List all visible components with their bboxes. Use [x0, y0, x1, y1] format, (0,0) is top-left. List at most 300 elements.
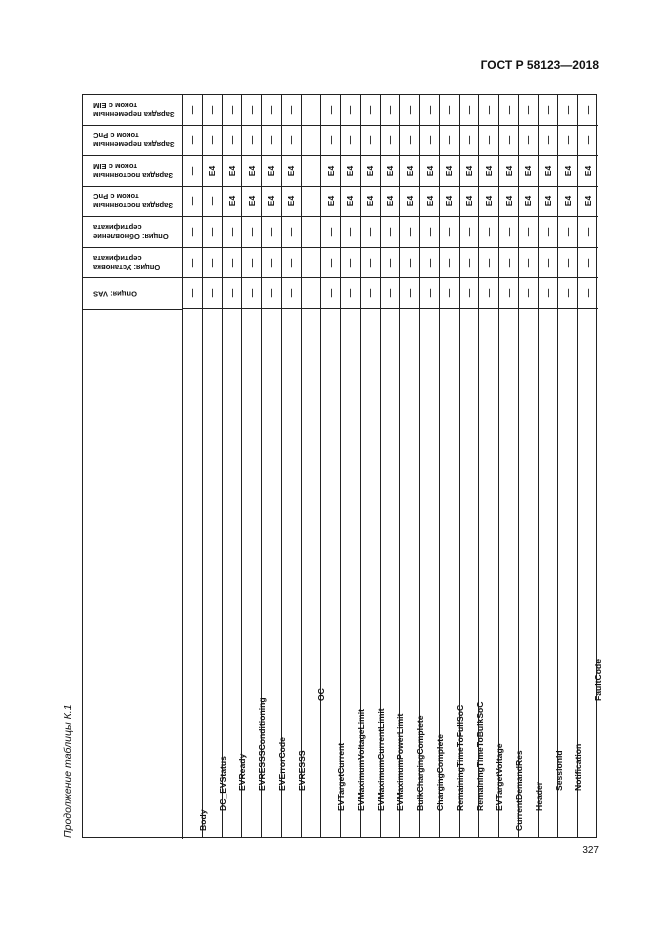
table-row — [479, 95, 505, 837]
cell-value: — — [325, 105, 336, 115]
table-cell — [242, 95, 261, 126]
table-cell — [578, 217, 598, 248]
cell-value: — — [345, 105, 356, 115]
table-cell — [400, 126, 419, 157]
cell-value: — — [365, 288, 376, 298]
cell-value: — — [404, 227, 415, 237]
row-label: ChargingComplete — [435, 734, 446, 811]
cell-value: E4 — [444, 196, 455, 207]
row-label: EVTargetVoltage — [494, 743, 505, 811]
table-cell — [420, 126, 439, 157]
table-cell — [479, 187, 498, 218]
cell-value: — — [424, 258, 435, 267]
table-cell — [223, 187, 242, 218]
column-title-text: Зарядка постоянным током с EIM — [93, 161, 174, 180]
table-row — [460, 95, 485, 837]
table-cell — [460, 217, 479, 248]
table-row — [242, 95, 268, 837]
cell-value: E4 — [543, 165, 554, 177]
table-row — [381, 95, 406, 837]
cell-value: — — [187, 105, 198, 115]
cell-value: — — [286, 105, 297, 115]
table-cell — [420, 278, 439, 309]
table-cell — [539, 248, 558, 279]
column-title-text: Опция: Установка сертификата — [93, 253, 161, 272]
table-cell — [460, 126, 479, 157]
table-cell — [321, 278, 340, 309]
table-cell — [519, 187, 538, 218]
table-cell — [420, 217, 439, 248]
row-label: Header — [533, 781, 544, 811]
table-row — [302, 95, 327, 837]
cell-value: — — [543, 258, 554, 267]
cell-value: E4 — [523, 165, 534, 177]
table-cell — [578, 95, 598, 126]
table-row — [400, 95, 426, 837]
table-cell — [499, 95, 518, 126]
table-cell — [282, 126, 301, 157]
cell-value: — — [207, 227, 218, 237]
cell-value: E4 — [583, 165, 594, 177]
cell-value: — — [325, 227, 336, 237]
table-cell — [302, 217, 321, 248]
table-cell — [558, 187, 577, 218]
cell-value: — — [207, 258, 218, 267]
spec-table — [82, 94, 604, 838]
table-cell — [302, 187, 321, 218]
table-cell — [519, 95, 538, 126]
table-cell — [203, 278, 222, 309]
table-cell — [341, 126, 360, 157]
row-label: EVTargetCurrent — [336, 742, 347, 811]
cell-value: — — [266, 258, 277, 267]
cell-value: — — [562, 258, 573, 267]
cell-value: — — [384, 136, 395, 145]
table-row — [558, 95, 584, 837]
cell-value: — — [503, 288, 514, 298]
cell-value: — — [187, 227, 198, 237]
row-label: EVRESSSConditioning — [257, 697, 268, 791]
cell-value: — — [562, 105, 573, 115]
table-cell — [203, 126, 222, 157]
cell-value: — — [226, 288, 237, 298]
cell-value: — — [365, 227, 376, 237]
table-cell — [440, 217, 459, 248]
table-cell — [341, 156, 360, 187]
table-cell — [539, 126, 558, 157]
table-row — [361, 95, 386, 837]
table-cell — [203, 156, 222, 187]
table-cell — [400, 248, 419, 279]
column-title — [83, 217, 183, 248]
cell-value: E4 — [226, 165, 237, 177]
column-title-text: Опция: Обновление сертификата — [93, 223, 169, 242]
cell-value: — — [365, 105, 376, 115]
cell-value: E4 — [483, 196, 494, 207]
cell-value: — — [384, 288, 395, 298]
table-cell — [223, 217, 242, 248]
table-cell — [381, 95, 400, 126]
cell-value: — — [345, 258, 356, 267]
table-cell — [558, 126, 577, 157]
cell-value: — — [523, 288, 534, 298]
table-row — [440, 95, 465, 837]
cell-value: — — [444, 288, 455, 298]
row-label-header — [83, 309, 183, 839]
table-cell — [302, 248, 321, 279]
cell-value: — — [207, 105, 218, 115]
cell-value: — — [483, 105, 494, 115]
cell-value: — — [226, 258, 237, 267]
cell-value: — — [464, 288, 475, 298]
cell-value: E4 — [503, 165, 514, 177]
table-cell — [440, 156, 459, 187]
table-cell — [223, 156, 242, 187]
row-label: EVReady — [237, 753, 248, 791]
cell-value: — — [543, 136, 554, 145]
cell-value: E4 — [404, 196, 415, 207]
table-cell — [341, 217, 360, 248]
cell-value: — — [266, 227, 277, 237]
cell-value: E4 — [583, 196, 594, 207]
cell-value: E4 — [226, 196, 237, 207]
table-cell — [203, 187, 222, 218]
table-cell — [539, 217, 558, 248]
row-label: Notification — [573, 743, 584, 791]
cell-value: — — [187, 166, 198, 176]
table-cell — [499, 187, 518, 218]
table-cell — [341, 95, 360, 126]
table-cell — [479, 217, 498, 248]
table-cell — [479, 156, 498, 187]
column-title — [83, 95, 183, 126]
table-cell — [558, 278, 577, 309]
cell-value: — — [562, 227, 573, 237]
table-cell — [539, 95, 558, 126]
table-cell — [321, 187, 340, 218]
table-cell — [381, 156, 400, 187]
table-cell — [262, 248, 281, 279]
cell-value: E4 — [207, 165, 218, 177]
table-cell — [539, 187, 558, 218]
table-row — [183, 95, 208, 837]
cell-value: — — [325, 258, 336, 267]
table-cell — [321, 217, 340, 248]
cell-value: — — [523, 258, 534, 267]
table-cell — [400, 187, 419, 218]
cell-value: E4 — [266, 165, 277, 177]
table-cell — [183, 187, 202, 218]
table-cell — [400, 278, 419, 309]
cell-value: E4 — [325, 196, 336, 207]
cell-value: E4 — [464, 165, 475, 177]
cell-value: E4 — [365, 165, 376, 177]
table-cell — [183, 278, 202, 309]
cell-value: — — [325, 136, 336, 145]
page-number: 327 — [582, 845, 599, 856]
cell-value: — — [246, 105, 257, 115]
cell-value: E4 — [562, 196, 573, 207]
table-cell — [558, 248, 577, 279]
cell-value: — — [266, 105, 277, 115]
table-cell — [361, 217, 380, 248]
table-cell — [479, 95, 498, 126]
table-cell — [262, 217, 281, 248]
table-cell — [440, 278, 459, 309]
table-cell — [499, 156, 518, 187]
cell-value: — — [404, 136, 415, 145]
table-cell — [282, 248, 301, 279]
table-cell — [381, 248, 400, 279]
cell-value: — — [286, 258, 297, 267]
table-cell — [302, 156, 321, 187]
cell-value: E4 — [562, 165, 573, 177]
cell-value: E4 — [345, 196, 356, 207]
table-cell — [539, 278, 558, 309]
cell-value: — — [543, 105, 554, 115]
row-label: EVMaximumCurrentLimit — [375, 708, 386, 811]
table-cell — [440, 95, 459, 126]
table-cell — [262, 187, 281, 218]
cell-value: E4 — [464, 196, 475, 207]
table-cell — [479, 278, 498, 309]
table-cell — [420, 248, 439, 279]
table-cell — [321, 95, 340, 126]
document-header: ГОСТ Р 58123—2018 — [480, 58, 599, 72]
table-cell — [400, 156, 419, 187]
cell-value: — — [266, 288, 277, 298]
table-cell — [282, 95, 301, 126]
row-label: EVErrorCode — [276, 737, 287, 791]
table-cell — [558, 95, 577, 126]
table-cell — [539, 156, 558, 187]
table-cell — [203, 95, 222, 126]
table-cell — [519, 278, 538, 309]
cell-value: — — [207, 288, 218, 298]
column-title — [83, 278, 183, 309]
cell-value: E4 — [345, 165, 356, 177]
row-label: OC — [316, 688, 327, 701]
row-label: EVMaximumPowerLimit — [395, 713, 406, 811]
cell-value: — — [464, 105, 475, 115]
cell-value: — — [345, 288, 356, 298]
row-label: RemainingTimeToFullSoC — [454, 704, 465, 811]
row-label: DC_EVStatus — [217, 756, 228, 811]
table-cell — [440, 126, 459, 157]
cell-value: — — [207, 136, 218, 145]
table-cell — [282, 278, 301, 309]
table-cell — [460, 95, 479, 126]
cell-value: — — [286, 136, 297, 145]
cell-value: — — [325, 288, 336, 298]
column-title-text: Опция: VAS — [93, 289, 137, 299]
cell-value: E4 — [483, 165, 494, 177]
table-cell — [460, 156, 479, 187]
cell-value: — — [365, 136, 376, 145]
table-cell — [183, 248, 202, 279]
cell-value: E4 — [286, 165, 297, 177]
column-titles — [83, 95, 183, 309]
cell-value: — — [404, 258, 415, 267]
table-cell — [183, 126, 202, 157]
cell-value: — — [523, 227, 534, 237]
table-row — [282, 95, 307, 837]
column-title — [83, 156, 183, 187]
table-cell — [223, 278, 242, 309]
cell-value: — — [266, 136, 277, 145]
table-cell — [361, 278, 380, 309]
cell-value: — — [503, 227, 514, 237]
cell-value: — — [246, 288, 257, 298]
table-cell — [400, 217, 419, 248]
table-cell — [341, 187, 360, 218]
table-row — [262, 95, 287, 837]
cell-value: — — [583, 136, 594, 145]
table-cell — [242, 126, 261, 157]
column-title — [83, 248, 183, 279]
table-cell — [479, 126, 498, 157]
cell-value: — — [207, 197, 218, 206]
table-cell — [262, 126, 281, 157]
table-row — [539, 95, 564, 837]
cell-value: — — [483, 136, 494, 145]
table-cell — [223, 126, 242, 157]
cell-value: — — [345, 227, 356, 237]
cell-value: E4 — [286, 196, 297, 207]
table-row — [223, 95, 248, 837]
column-title — [83, 187, 183, 218]
cell-value: E4 — [266, 196, 277, 207]
cell-value: E4 — [404, 165, 415, 177]
table-cell — [519, 217, 538, 248]
cell-value: — — [365, 258, 376, 267]
table-row — [341, 95, 366, 837]
cell-value: — — [384, 227, 395, 237]
table-cell — [223, 95, 242, 126]
table-cell — [361, 248, 380, 279]
cell-value: — — [562, 288, 573, 298]
table-cell — [460, 187, 479, 218]
table-cell — [558, 156, 577, 187]
column-title-text: Зарядка постоянным током с PnC — [93, 192, 174, 211]
cell-value: — — [384, 105, 395, 115]
table-cell — [361, 156, 380, 187]
table-cell — [321, 156, 340, 187]
cell-value: E4 — [424, 196, 435, 207]
cell-value: — — [286, 288, 297, 298]
table-row — [203, 95, 228, 837]
cell-value: — — [543, 227, 554, 237]
table-cell — [460, 248, 479, 279]
cell-value: E4 — [424, 165, 435, 177]
column-title — [83, 126, 183, 157]
cell-value: E4 — [444, 165, 455, 177]
table-cell — [361, 187, 380, 218]
row-label: EVMaximumVoltageLimit — [355, 708, 366, 811]
table-cell — [321, 126, 340, 157]
cell-value: — — [503, 105, 514, 115]
cell-value: — — [464, 227, 475, 237]
table-cell — [519, 248, 538, 279]
table-cell — [361, 126, 380, 157]
cell-value: E4 — [384, 165, 395, 177]
cell-value: E4 — [503, 196, 514, 207]
table-cell — [262, 95, 281, 126]
table-cell — [183, 217, 202, 248]
table-cell — [499, 248, 518, 279]
table-cell — [499, 126, 518, 157]
table-row — [578, 95, 604, 837]
table-cell — [302, 95, 321, 126]
table-cell — [183, 156, 202, 187]
cell-value: — — [583, 288, 594, 298]
table-cell — [203, 248, 222, 279]
table-cell — [381, 217, 400, 248]
table-cell — [578, 187, 598, 218]
table-cell — [242, 217, 261, 248]
table-cell — [223, 248, 242, 279]
cell-value: — — [187, 288, 198, 298]
cell-value: — — [187, 197, 198, 206]
table-cell — [578, 278, 598, 309]
cell-value: — — [384, 258, 395, 267]
cell-value: — — [404, 105, 415, 115]
cell-value: — — [246, 258, 257, 267]
table-cell — [578, 126, 598, 157]
cell-value: — — [444, 105, 455, 115]
cell-value: — — [543, 288, 554, 298]
cell-value: — — [464, 136, 475, 145]
row-label: BulkChargingComplete — [415, 715, 426, 811]
table-cell — [203, 217, 222, 248]
table-cell — [578, 248, 598, 279]
table-cell — [282, 187, 301, 218]
cell-value: — — [246, 136, 257, 145]
column-title-text: Зарядка переменным током с PnC — [93, 131, 175, 150]
cell-value: — — [483, 288, 494, 298]
cell-value: E4 — [384, 196, 395, 207]
table-cell — [558, 217, 577, 248]
table-cell — [519, 126, 538, 157]
row-label: EVRESSS — [296, 750, 307, 791]
table-cell — [321, 248, 340, 279]
cell-value: — — [187, 258, 198, 267]
row-label: Body — [197, 809, 208, 831]
table-cell — [183, 95, 202, 126]
table-cell — [479, 248, 498, 279]
table-cell — [499, 217, 518, 248]
cell-value: — — [483, 258, 494, 267]
cell-value: — — [503, 136, 514, 145]
table-row — [519, 95, 544, 837]
cell-value: E4 — [325, 165, 336, 177]
table-cell — [242, 278, 261, 309]
table-cell — [262, 156, 281, 187]
table-cell — [361, 95, 380, 126]
cell-value: — — [404, 288, 415, 298]
table-cell — [302, 126, 321, 157]
table-cell — [242, 156, 261, 187]
cell-value: — — [583, 258, 594, 267]
row-label: CurrentDemandRes — [514, 750, 525, 831]
table-cell — [400, 95, 419, 126]
cell-value: E4 — [246, 165, 257, 177]
table-cell — [242, 248, 261, 279]
table-cell — [282, 217, 301, 248]
cell-value: E4 — [523, 196, 534, 207]
cell-value: — — [483, 227, 494, 237]
cell-value: — — [523, 105, 534, 115]
